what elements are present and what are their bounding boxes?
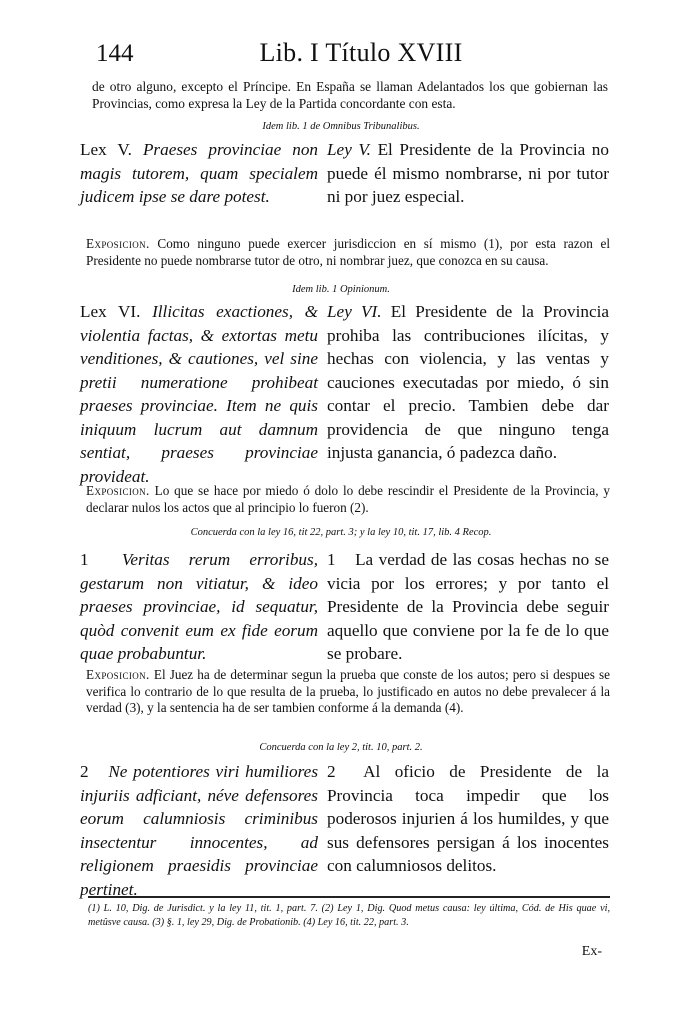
running-title: Lib. I Título XVIII: [259, 38, 463, 67]
footnotes: (1) L. 10, Dig. de Jurisdict. y la ley 11, tit. 1, part. 7. (2) Ley 1, Dig. Quod metus causa: ley última, Cód. de His quae vi, metûsve causa. (3) §. 1, ley 29, Dig. de Probationib. (4) Ley 16, tit. 22, part. 3.: [88, 903, 610, 928]
spanish-text-ley-vi: [327, 300, 609, 465]
spanish-text-ley-v: [327, 138, 609, 209]
latin-text-1: [80, 548, 318, 666]
source-citation-lex-v: Idem lib. 1 de Omnibus Tribunalibus.: [262, 121, 420, 132]
spanish-text-2: [327, 760, 609, 878]
spanish-body-1: La verdad de las cosas hechas no se vicia por los errores; y por tanto el Presidente de la Provincia debe seguir aquello que conviene por la fe de lo que se probare.: [327, 550, 610, 663]
latin-body-2: Ne potentiores viri humiliores injuriis adficiant, néve defensores eorum calumniosis criminibus insectentur innocentes, ad religionem praesidis provinciae pertinet.: [80, 762, 319, 899]
latin-body-lex-v: Praeses provinciae non magis tutorem, quam specialem judicem ipse se dare potest.: [80, 140, 319, 206]
latin-body-lex-vi: Illicitas exactiones, & violentia factas, & extortas metu venditiones, & cautiones, vel sine pretii numeratione prohibeat praeses provinciae. Item ne quis iniquum lucrum aut damnum sentiat, praeses provinciae provideat.: [80, 302, 318, 486]
latin-text-lex-vi: [80, 300, 318, 488]
spanish-body-2: Al oficio de Presidente de la Provincia toca impedir que los poderosos injurien á los humildes, y que sus defensores persigan á los inocentes con calumniosos delitos.: [327, 762, 609, 875]
page-number: 144: [96, 40, 134, 67]
concordance-2: Concuerda con la ley 2, tit. 10, part. 2.: [259, 742, 423, 753]
latin-lead-lex-v: Lex V.: [80, 140, 132, 159]
latin-lead-lex-vi: Lex VI.: [80, 302, 141, 321]
exposicion-body: Como ninguno puede exercer jurisdiccion en sí mismo (1), por esta razon el Presidente no puede nombrarse tutor de otro, ni nombrar juez, que conozca en su causa.: [86, 236, 610, 268]
spanish-body-ley-v: El Presidente de la Provincia no puede él mismo nombrarse, ni por tutor ni por juez especial.: [327, 140, 609, 206]
spanish-lead-1: 1: [327, 550, 336, 569]
catchword: Ex-: [581, 944, 602, 959]
latin-text-lex-v: [80, 138, 318, 209]
exposicion-label: Exposicion.: [86, 667, 150, 682]
intro-paragraph: de otro alguno, excepto el Príncipe. En España se llaman Adelantados los que gobiernan las Provincias, como expresa la Ley de la Partida concordante con esta.: [92, 79, 608, 111]
latin-lead-2: 2: [80, 762, 89, 781]
exposicion-label: Exposicion.: [86, 483, 150, 498]
latin-text-2: [80, 760, 318, 901]
source-citation-lex-vi: Idem lib. 1 Opinionum.: [292, 284, 390, 295]
footnote-rule: [88, 896, 610, 898]
spanish-lead-ley-vi: Ley VI.: [327, 302, 382, 321]
spanish-text-1: [327, 548, 609, 666]
spanish-body-ley-vi: El Presidente de la Provincia prohiba las contribuciones ilícitas, y hechas con violencia, y las ventas y cauciones executadas por miedo, ó sin contar el precio. Tambien debe dar providencia de que ninguno tenga injusta ganancia, ó padezca daño.: [327, 302, 610, 462]
latin-lead-1: 1: [80, 550, 89, 569]
exposicion-3: [86, 667, 610, 717]
exposicion-body: El Juez ha de determinar segun la prueba que conste de los autos; pero si despues se verifica lo contrario de lo que resulta de la prueba, lo justificado en autos no debe prevalecer á la verdad (3), y la sentencia ha de ser tambien conforme á la demanda (4).: [86, 667, 611, 715]
exposicion-label: Exposicion.: [86, 236, 150, 251]
concordance-1: Concuerda con la ley 16, tit 22, part. 3; y la ley 10, tit. 17, lib. 4 Recop.: [190, 527, 492, 538]
spanish-lead-ley-v: Ley V.: [327, 140, 371, 159]
exposicion-1: [86, 236, 610, 269]
latin-body-1: Veritas rerum erroribus, gestarum non vitiatur, & ideo praeses provinciae, id sequatur, quòd convenit eum ex fide eorum quae probabuntur.: [80, 550, 319, 663]
exposicion-2: [86, 483, 610, 516]
spanish-lead-2: 2: [327, 762, 336, 781]
exposicion-body: Lo que se hace por miedo ó dolo lo debe rescindir el Presidente de la Provincia, y declarar nulos los actos que al principio lo fueron (2).: [86, 483, 611, 515]
